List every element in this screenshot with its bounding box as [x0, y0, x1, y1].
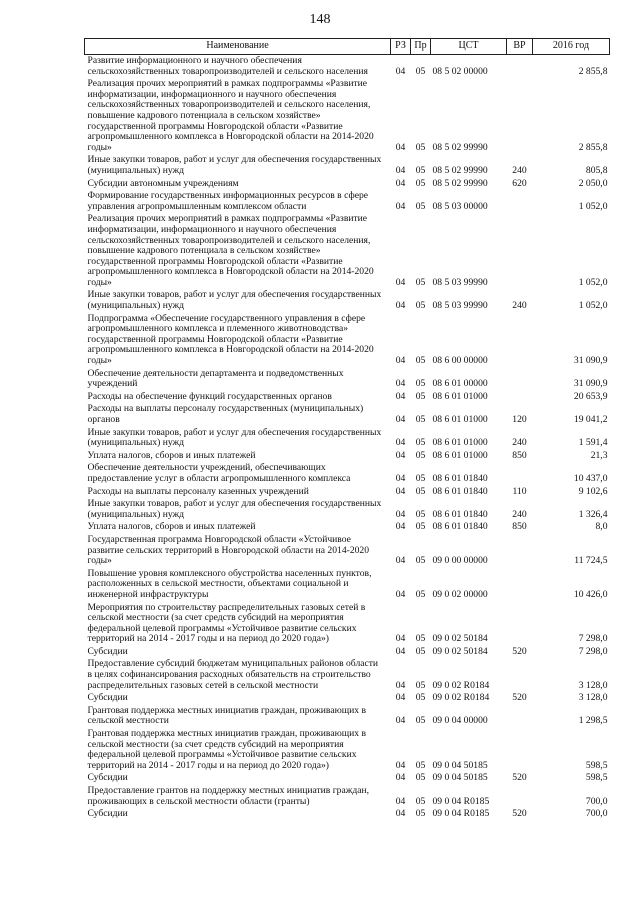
row-name: Субсидии автономным учреждениям	[87, 177, 239, 189]
row-vr: 240	[512, 164, 527, 176]
row-name: Мероприятия по строительству распределительных газовых сетей в сельской местности (за счет средств субсидий на мероприятия федеральной целевой программы «Устойчивое развитие сельских территорий на 2014 - 2017 годы и на период до 2020 года»)	[87, 601, 366, 645]
row-amount: 7 298,0	[578, 633, 608, 645]
table-row	[85, 427, 610, 450]
row-pr: 05	[415, 414, 426, 425]
row-vr: 620	[512, 177, 527, 189]
row-amount: 31 090,9	[573, 355, 608, 367]
row-name: Иные закупки товаров, работ и услуг для обеспечения государственных (муниципальных) нужд	[87, 289, 382, 312]
row-pr: 05	[415, 521, 426, 533]
row-amount: 7 298,0	[578, 645, 608, 657]
row-name: Предоставление грантов на поддержку местных инициатив граждан, проживающих в сельской местности области (гранты)	[87, 785, 370, 807]
row-rz: 04	[395, 414, 406, 425]
row-cst: 09 0 02 00000	[432, 588, 488, 600]
table-header-row	[85, 39, 610, 55]
row-pr: 05	[415, 633, 426, 645]
row-rz: 04	[395, 164, 406, 176]
row-rz: 04	[395, 177, 406, 189]
row-vr: 520	[512, 645, 527, 657]
row-name: Иные закупки товаров, работ и услуг для обеспечения государственных (муниципальных) нужд	[87, 498, 382, 520]
row-cst: 08 6 01 01000	[432, 414, 488, 425]
row-rz: 04	[395, 378, 406, 390]
column-header-vr: ВР	[507, 39, 533, 55]
row-vr	[507, 534, 533, 568]
row-rz: 04	[395, 759, 406, 771]
row-amount: 9 102,6	[578, 485, 608, 497]
table-row	[85, 289, 610, 312]
row-vr	[507, 55, 533, 79]
row-pr: 05	[415, 300, 426, 312]
row-name: Расходы на обеспечение функций государственных органов	[87, 390, 332, 402]
row-rz: 04	[395, 588, 406, 600]
table-row	[85, 728, 610, 772]
row-amount: 10 426,0	[573, 588, 608, 600]
table-row	[85, 498, 610, 521]
table-row	[85, 602, 610, 646]
row-rz: 04	[395, 521, 406, 533]
row-rz: 04	[395, 808, 406, 820]
row-vr: 240	[512, 300, 527, 312]
table-row	[85, 658, 610, 692]
row-amount: 19 041,2	[573, 414, 608, 425]
row-amount: 21,3	[590, 449, 608, 461]
row-vr: 240	[512, 437, 527, 449]
row-pr: 05	[415, 588, 426, 600]
row-name: Реализация прочих мероприятий в рамках подпрограммы «Развитие информатизации, информационного и научного обеспечения сельскохозяйственных товаропроизводителей и сельского населения, повышение кадрового потенциала в сельском хозяйстве» государственной программы Новгородской области «Развитие агропромышленного комплекса в Новгородской области на 2014-2020 годы»	[87, 78, 374, 153]
row-cst: 08 6 00 00000	[432, 355, 488, 367]
row-rz: 04	[395, 65, 406, 77]
table-row	[85, 55, 610, 79]
table-row	[85, 78, 610, 154]
table-row	[85, 368, 610, 391]
table-row	[85, 785, 610, 808]
row-rz: 04	[395, 679, 406, 691]
row-name: Повышение уровня комплексного обустройства населенных пунктов, расположенных в сельской местности, объектами социальной и инженерной инфраструктуры	[87, 567, 372, 600]
row-cst: 08 5 02 00000	[432, 65, 488, 77]
row-rz: 04	[395, 555, 406, 567]
row-name: Государственная программа Новгородской области «Устойчивое развитие сельских территорий в Новгородской области на 2014-2020 годы»	[87, 533, 370, 567]
table-row	[85, 450, 610, 463]
row-vr	[507, 462, 533, 485]
row-cst: 08 6 01 01840	[432, 485, 488, 497]
row-rz: 04	[395, 772, 406, 784]
row-cst: 08 6 01 01840	[432, 472, 488, 484]
table-row	[85, 462, 610, 485]
row-vr: 240	[512, 508, 527, 520]
row-vr: 850	[512, 521, 527, 533]
row-pr: 05	[415, 472, 426, 484]
row-amount: 3 128,0	[578, 679, 608, 691]
row-cst: 09 0 02 R0184	[432, 679, 490, 691]
row-amount: 700,0	[585, 808, 608, 820]
row-name: Уплата налогов, сборов и иных платежей	[87, 521, 256, 533]
row-name: Реализация прочих мероприятий в рамках подпрограммы «Развитие информатизации, информационного и научного обеспечения сельскохозяйственных товаропроизводителей и сельского населения, повышение кадрового потенциала в сельском хозяйстве» государственной программы Новгородской области «Развитие агропромышленного комплекса в Новгородской области на 2014-2020 годы»	[87, 213, 374, 288]
row-pr: 05	[415, 715, 426, 727]
row-name: Субсидии	[87, 808, 128, 820]
table-row	[85, 178, 610, 191]
row-amount: 1 298,5	[578, 715, 608, 727]
row-pr: 05	[415, 555, 426, 567]
row-amount: 598,5	[585, 759, 608, 771]
table-row	[85, 391, 610, 404]
table-row	[85, 772, 610, 785]
row-amount: 1 052,0	[578, 200, 608, 212]
row-pr: 05	[415, 276, 426, 288]
column-header-cst: ЦСТ	[431, 39, 507, 55]
row-amount: 20 653,9	[573, 390, 608, 402]
row-pr: 05	[415, 449, 426, 461]
row-vr: 520	[512, 772, 527, 784]
row-vr	[507, 190, 533, 213]
table-row	[85, 213, 610, 289]
row-name: Расходы на выплаты персоналу государственных (муниципальных) органов	[87, 403, 364, 425]
row-pr: 05	[415, 795, 426, 807]
row-amount: 1 591,4	[578, 437, 608, 449]
row-name: Обеспечение деятельности департамента и подведомственных учреждений	[87, 367, 344, 390]
row-vr	[507, 602, 533, 646]
row-pr: 05	[415, 485, 426, 497]
budget-table	[84, 38, 610, 821]
row-rz: 04	[395, 141, 406, 153]
row-name: Развитие информационного и научного обеспечения сельскохозяйственных товаропроизводителей и сельского населения	[87, 55, 368, 77]
row-rz: 04	[395, 276, 406, 288]
row-rz: 04	[395, 692, 406, 704]
row-name: Предоставление субсидий бюджетам муниципальных районов области в целях софинансирования расходных обязательств на строительство распределительных газовых сетей в сельской местности	[87, 658, 379, 691]
row-name: Уплата налогов, сборов и иных платежей	[87, 449, 256, 461]
row-pr: 05	[415, 645, 426, 657]
row-pr: 05	[415, 200, 426, 212]
row-vr: 520	[512, 808, 527, 820]
row-name: Формирование государственных информационных ресурсов в сфере управления агропромышленным комплексом области	[87, 190, 369, 212]
row-cst: 08 6 01 01000	[432, 390, 488, 402]
row-name: Иные закупки товаров, работ и услуг для обеспечения государственных (муниципальных) нужд	[87, 154, 382, 176]
row-cst: 08 5 03 99990	[432, 300, 488, 312]
row-vr: 120	[512, 414, 527, 425]
row-amount: 598,5	[585, 772, 608, 784]
row-rz: 04	[395, 437, 406, 449]
row-rz: 04	[395, 472, 406, 484]
row-rz: 04	[395, 795, 406, 807]
row-pr: 05	[415, 679, 426, 691]
row-rz: 04	[395, 355, 406, 367]
row-cst: 08 5 02 99990	[432, 177, 488, 189]
row-vr	[507, 313, 533, 368]
row-amount: 1 052,0	[578, 276, 608, 288]
row-cst: 08 5 02 99990	[432, 141, 488, 153]
row-rz: 04	[395, 485, 406, 497]
row-cst: 08 6 01 01000	[432, 437, 488, 449]
row-amount: 2 855,8	[578, 65, 608, 77]
table-row	[85, 646, 610, 659]
row-cst: 09 0 04 50185	[432, 772, 488, 784]
row-cst: 08 5 03 00000	[432, 200, 488, 212]
row-rz: 04	[395, 633, 406, 645]
row-amount: 1 326,4	[578, 508, 608, 520]
row-vr	[507, 785, 533, 808]
row-vr	[507, 658, 533, 692]
row-cst: 09 0 02 50184	[432, 645, 488, 657]
column-header-pr: Пр	[411, 39, 431, 55]
row-vr	[507, 728, 533, 772]
table-row	[85, 403, 610, 426]
row-cst: 08 6 01 00000	[432, 378, 488, 390]
column-header-name: Наименование	[85, 39, 391, 55]
row-pr: 05	[415, 437, 426, 449]
row-vr: 110	[512, 485, 527, 497]
table-row	[85, 154, 610, 177]
row-pr: 05	[415, 508, 426, 520]
row-pr: 05	[415, 772, 426, 784]
column-header-rz: РЗ	[391, 39, 411, 55]
row-rz: 04	[395, 508, 406, 520]
row-amount: 2 050,0	[578, 177, 608, 189]
column-header-year: 2016 год	[533, 39, 610, 55]
row-amount: 2 855,8	[578, 141, 608, 153]
row-amount: 8,0	[595, 521, 608, 533]
row-cst: 08 6 01 01840	[432, 521, 488, 533]
row-rz: 04	[395, 390, 406, 402]
row-cst: 08 6 01 01840	[432, 508, 488, 520]
row-rz: 04	[395, 715, 406, 727]
row-pr: 05	[415, 141, 426, 153]
row-vr: 850	[512, 449, 527, 461]
row-cst: 09 0 04 R0185	[432, 795, 490, 807]
row-amount: 805,8	[585, 164, 608, 176]
row-cst: 09 0 02 R0184	[432, 692, 490, 704]
table-row	[85, 313, 610, 368]
row-cst: 08 5 02 99990	[432, 164, 488, 176]
row-cst: 09 0 00 00000	[432, 555, 488, 567]
row-amount: 700,0	[585, 795, 608, 807]
row-rz: 04	[395, 449, 406, 461]
row-cst: 09 0 04 00000	[432, 715, 488, 727]
row-pr: 05	[415, 65, 426, 77]
table-row	[85, 190, 610, 213]
row-name: Подпрограмма «Обеспечение государственного управления в сфере агропромышленного комплекса и племенного животноводства» государственной программы Новгородской области «Развитие агропромышленного комплекса в Новгородской области на 2014-2020 годы»	[87, 312, 374, 367]
row-pr: 05	[415, 177, 426, 189]
row-vr: 520	[512, 692, 527, 704]
table-row	[85, 568, 610, 602]
row-pr: 05	[415, 808, 426, 820]
row-pr: 05	[415, 759, 426, 771]
row-vr	[507, 78, 533, 154]
row-vr	[507, 368, 533, 391]
row-pr: 05	[415, 378, 426, 390]
row-amount: 1 052,0	[578, 300, 608, 312]
row-cst: 09 0 02 50184	[432, 633, 488, 645]
row-pr: 05	[415, 164, 426, 176]
table-row	[85, 692, 610, 705]
row-amount: 10 437,0	[573, 472, 608, 484]
row-cst: 08 6 01 01000	[432, 449, 488, 461]
row-pr: 05	[415, 390, 426, 402]
row-pr: 05	[415, 355, 426, 367]
row-amount: 31 090,9	[573, 378, 608, 390]
row-amount: 11 724,5	[574, 555, 608, 567]
row-amount: 3 128,0	[578, 692, 608, 704]
row-name: Расходы на выплаты персоналу казенных учреждений	[87, 485, 309, 497]
row-cst: 09 0 04 50185	[432, 759, 488, 771]
row-name: Иные закупки товаров, работ и услуг для обеспечения государственных (муниципальных) нужд	[87, 426, 382, 449]
row-vr	[507, 705, 533, 728]
table-row	[85, 534, 610, 568]
row-name: Грантовая поддержка местных инициатив граждан, проживающих в сельской местности	[87, 704, 366, 727]
row-vr	[507, 391, 533, 404]
row-rz: 04	[395, 645, 406, 657]
row-vr	[507, 568, 533, 602]
table-row	[85, 705, 610, 728]
table-row	[85, 486, 610, 499]
row-name: Субсидии	[87, 692, 128, 704]
row-name: Субсидии	[87, 772, 128, 784]
row-name: Субсидии	[87, 645, 128, 657]
row-cst: 08 5 03 99990	[432, 276, 488, 288]
row-cst: 09 0 04 R0185	[432, 808, 490, 820]
table-row	[85, 521, 610, 534]
row-name: Грантовая поддержка местных инициатив граждан, проживающих в сельской местности (за счет средств субсидий на мероприятия федеральной целевой программы «Устойчивое развитие сельских территорий на 2014 - 2017 годы и на период до 2020 года»)	[87, 728, 366, 771]
row-rz: 04	[395, 200, 406, 212]
row-vr	[507, 213, 533, 289]
row-rz: 04	[395, 300, 406, 312]
row-name: Обеспечение деятельности учреждений, обеспечивающих предоставление услуг в области агропромышленного комплекса	[87, 462, 351, 484]
page-number: 148	[309, 12, 331, 27]
row-pr: 05	[415, 692, 426, 704]
table-row	[85, 808, 610, 821]
